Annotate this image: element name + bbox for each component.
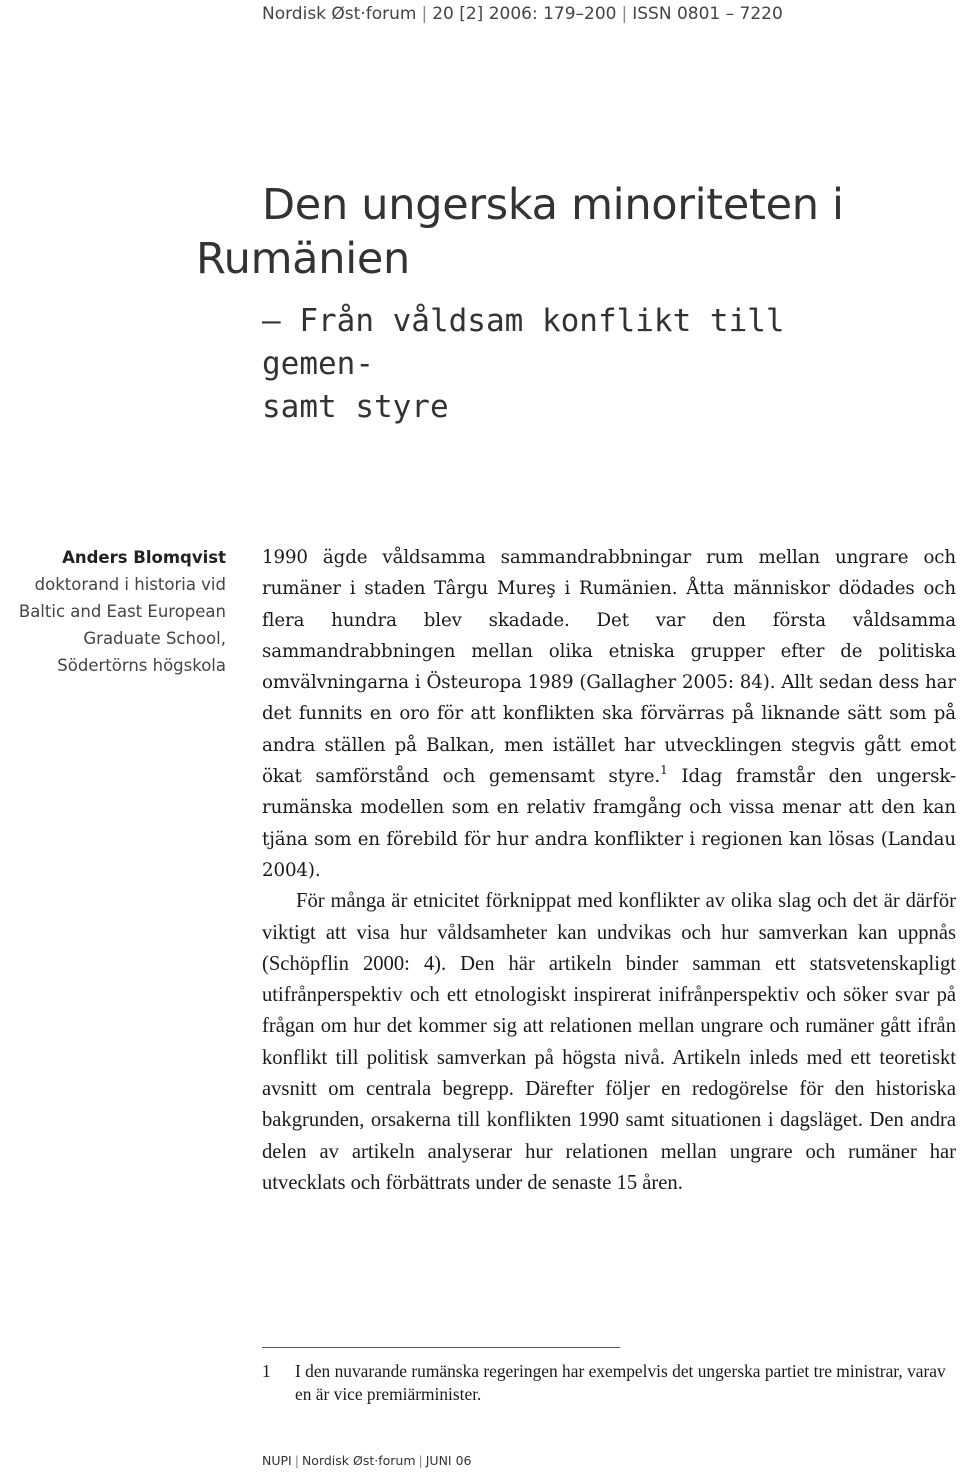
paragraph-1-continuation: Idag framstår den ungersk-rumänska modellen som en relativ framgång och vissa menar att den kan tjäna som en förebild för hur andra konflikter i regionen kan lösas (Landau 2004). [262, 766, 956, 881]
footer-journal: Nordisk Øst·forum [301, 1453, 416, 1468]
title-line-2: Rumänien [196, 234, 410, 284]
author-affiliation-line: Baltic and East European [18, 602, 226, 621]
title-line-1: Den ungerska minoriteten i [262, 180, 844, 230]
footnote [262, 1360, 960, 1406]
article-title [196, 178, 936, 286]
footnote-text: I den nuvarande rumänska regeringen har exempelvis det ungerska partiet tre ministrar, varav en är vice premiärminister. [295, 1361, 946, 1404]
separator: | [294, 1453, 299, 1468]
separator: | [418, 1453, 423, 1468]
footer-issue: JUNI 06 [425, 1453, 472, 1468]
footnote-reference[interactable]: 1 [660, 763, 668, 778]
body-paragraph-2: För många är etnicitet förknippat med konflikter av olika slag och det är därför viktigt att visa hur våldsamheter kan undvikas och hur samverkan kan uppnås (Schöpflin 2000: 4). Den här artikeln binder samman ett statsvetenskapligt utifrånperspektiv och ett etnologiskt inspirerat inifrånperspektiv och söker svar på frågan om hur det kommer sig att relationen mellan ungrare och rumäner gått ifrån konflikt till politisk samverkan på högsta nivå. Artikeln inleds med ett teoretiskt avsnitt om centrala begrepp. Därefter följer en redogörelse för den historiska bakgrunden, orsakerna till konflikten 1990 samt situationen i dagsläget. Den andra delen av artikeln analyserar hur relationen mellan ungrare och rumäner har utvecklats och förbättrats under de senaste 15 åren. [262, 890, 956, 1194]
paragraph-1-text: 1990 ägde våldsamma sammandrabbningar rum mellan ungrare och rumäner i staden Târgu Mureş i Rumänien. Åtta människor dödades och flera hundra blev skadade. Det var den första våldsamma sammandrabbningen mellan olika etniska grupper efter de politiska omvälvningarna i Östeuropa 1989 (Gallagher 2005: 84). Allt sedan dess har det funnits en oro för att konflikten ska förvärras på liknande sätt som på andra ställen på Balkan, men istället har utvecklingen stegvis gått emot ökat samförstånd och gemensamt styre. [262, 547, 956, 788]
subtitle-line-1: – Från våldsam konflikt till gemen- [262, 303, 785, 382]
article-subtitle [262, 300, 882, 429]
separator: | [621, 4, 628, 24]
footnote-divider [262, 1347, 620, 1348]
author-block [0, 544, 226, 679]
author-name: Anders Blomqvist [62, 548, 226, 567]
author-affiliation-line: doktorand i historia vid [34, 575, 226, 594]
citation: 20 [2] 2006: 179–200 [432, 4, 617, 24]
page-footer [262, 1453, 472, 1468]
title-block [196, 178, 936, 429]
journal-name: Nordisk Øst·forum [262, 4, 417, 24]
body-paragraph-1 [262, 542, 956, 886]
running-head [262, 4, 783, 24]
footnote-number: 1 [262, 1361, 271, 1381]
footer-publisher: NUPI [262, 1453, 292, 1468]
subtitle-line-2: samt styre [262, 389, 449, 425]
issn: ISSN 0801 – 7220 [632, 4, 783, 24]
article-body [262, 542, 956, 1199]
author-affiliation-line: Graduate School, [83, 629, 226, 648]
separator: | [421, 4, 428, 24]
author-affiliation-line: Södertörns högskola [57, 656, 226, 675]
